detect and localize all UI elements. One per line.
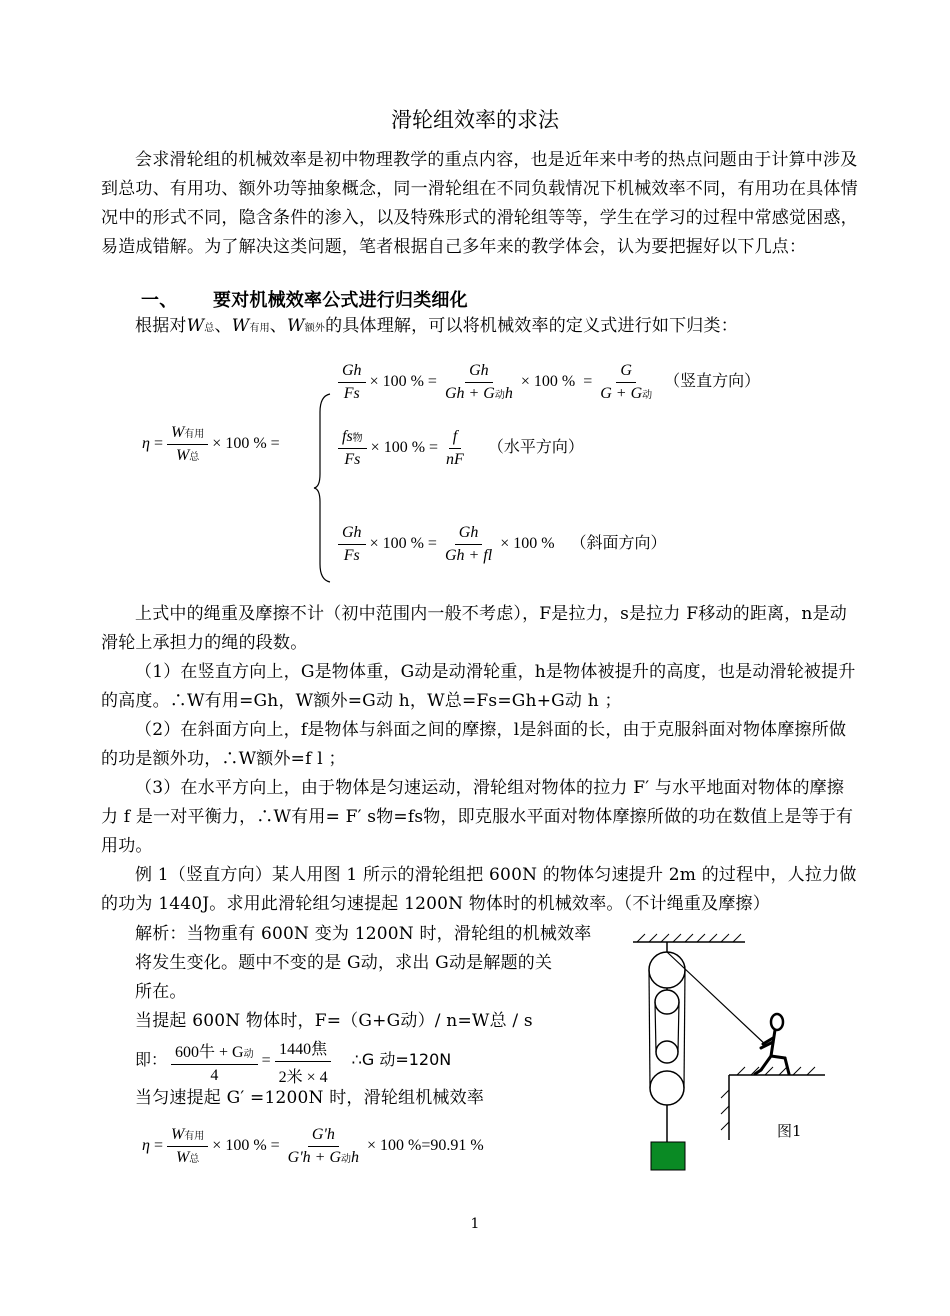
definition-line: 根据对W总、W有用、W额外的具体理解，可以将机械效率的定义式进行如下归类： [135,316,738,336]
example-1: 例 1（竖直方向）某人用图 1 所示的滑轮组把 600N 的物体匀速提升 2m 的过程中，人拉力做的功为 1440J。求用此滑轮组匀速提起 1200N 物体时的机械效率。（不计绳重及摩擦） [101,865,857,914]
efficiency-result: η = $\frac{\text{W有用}}{\text{W总}}$ × 100 % = $\frac{G'h}{\text{G'h + G动h}}$ × 100 %=90.91 % [142,1126,484,1166]
solution-line-3: 所在。 [135,982,187,1002]
section-title: 要对机械效率公式进行归类细化 [213,290,468,311]
horizontal-formula: $\frac{\text{fs物}}{Fs}$ × 100 % = $\frac{f}{nF}$ （水平方向） [338,428,584,469]
solution-line-6: 当匀速提起 G′ =1200N 时，滑轮组机械效率 [135,1088,485,1108]
def-prefix: 根据对 [135,316,187,336]
incline-label: （斜面方向） [570,533,667,553]
vertical-formula: $\frac{Gh}{Fs}$ × 100 % = $\frac{Gh}{\text{Gh + G动h}}$ × 100 % = $\frac{G}{\text{G + G动}}$ （竖直方向） [338,362,760,403]
solution-equation: 即： $\frac{\text{600牛 + G动}}{4}$ = $\frac{\text{1440焦}}{\text{2米 × 4}}$ ∴G 动=120N [135,1036,451,1087]
solution-line-2: 将发生变化。题中不变的是 G动，求出 G动是解题的关 [135,953,553,973]
figure-caption: 图1 [777,1122,802,1140]
person-figure [755,1014,789,1074]
solution-line-4: 当提起 600N 物体时，F=（G+G动）/ n=W总 / s [135,1011,533,1031]
ropes [649,952,767,1088]
body-paragraphs [101,600,861,919]
platform [721,1067,825,1140]
page-number: 1 [470,1216,480,1232]
vertical-label: （竖直方向） [664,371,761,391]
section-number: 一、 [141,290,178,311]
movable-pulleys [650,1041,684,1142]
solution-line-1: 解析：当物重有 600N 变为 1200N 时，滑轮组的机械效率 [135,924,592,944]
horizontal-label: （水平方向） [487,437,584,457]
page-title: 滑轮组效率的求法 [391,108,559,132]
ceiling [633,934,745,942]
incline-formula: $\frac{Gh}{Fs}$ × 100 % = $\frac{Gh}{Gh + fl}$ × 100 % （斜面方向） [338,524,667,565]
solution-block [135,920,635,1036]
left-brace [312,392,334,584]
def-suffix: 的具体理解，可以将机械效率的定义式进行如下归类： [325,316,738,336]
item-horizontal: （3）在水平方向上，由于物体是匀速运动，滑轮组对物体的拉力 F′ 与水平地面对物体的摩擦力 f 是一对平衡力，∴W有用= F′ s物=fs物，即克服水平面对物体摩擦所做的功在数值上是等于有用功。 [101,778,854,856]
pulley-figure [625,930,835,1180]
item-incline: （2）在斜面方向上，f是物体与斜面之间的摩擦，l是斜面的长，由于克服斜面对物体摩擦所做的功是额外功，∴W额外=f l ； [101,720,847,769]
item-vertical: （1）在竖直方向上，G是物体重，G动是动滑轮重，h是物体被提升的高度，也是动滑轮被提升的高度。∴W有用=Gh，W额外=G动 h，W总=Fs=Gh+G动 h ； [101,662,856,711]
note-paragraph: 上式中的绳重及摩擦不计（初中范围内一般不考虑），F是拉力，s是拉力 F移动的距离，n是动滑轮上承担力的绳的段数。 [101,604,847,653]
load-block [651,1142,685,1170]
intro-paragraph [101,146,861,262]
efficiency-definition: η = $\frac{\text{W有用}}{\text{W总}}$ × 100 % = [142,424,280,464]
intro-text: 会求滑轮组的机械效率是初中物理教学的重点内容，也是近年来中考的热点问题由于计算中涉及到总功、有用功、额外功等抽象概念，同一滑轮组在不同负载情况下机械效率不同，有用功在具体情况中的形式不同，隐含条件的渗入，以及特殊形式的滑轮组等等，学生在学习的过程中常感觉困惑，易造成错解。为了解决这类问题，笔者根据自己多年来的教学体会，认为要把握好以下几点： [101,150,858,257]
section-heading [101,286,861,315]
